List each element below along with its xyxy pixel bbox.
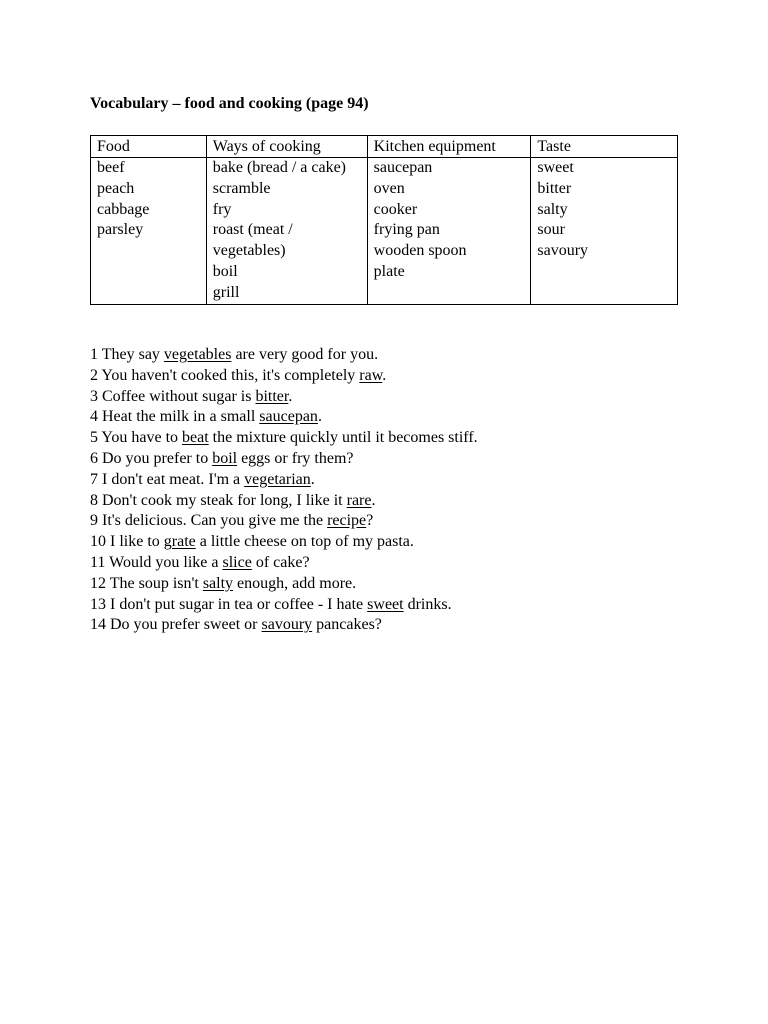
sentence-number: 4 <box>90 408 98 426</box>
taste-item: bitter <box>537 179 572 197</box>
sentence-item <box>90 595 478 616</box>
kitchen-equipment-cell <box>367 158 531 305</box>
sentence-text: They say <box>101 346 164 363</box>
food-cell <box>91 158 207 305</box>
sentence-text: Heat the milk in a small <box>102 408 260 426</box>
sentence-text: Don't cook my steak for long, I like it <box>102 491 347 509</box>
cooking-item: vegetables) <box>212 242 286 260</box>
equipment-item: cooker <box>373 200 418 218</box>
sentence-text: ? <box>366 512 374 530</box>
sentence-text: . <box>317 408 322 426</box>
answer-word: vegetables <box>163 346 232 363</box>
sentence-number: 12 <box>90 574 106 592</box>
sentence-text: are very good for you. <box>231 346 379 363</box>
cooking-item: scramble <box>212 179 271 197</box>
taste-item: sweet <box>537 159 574 176</box>
sentence-item <box>90 491 478 512</box>
sentence-text: The soup isn't <box>109 574 203 592</box>
cooking-item: roast (meat / <box>212 221 293 239</box>
taste-cell <box>531 158 678 305</box>
answer-word: savoury <box>261 616 313 634</box>
taste-item: savoury <box>537 242 589 260</box>
sentence-number: 1 <box>90 346 98 363</box>
cooking-item: bake (bread / a cake) <box>212 159 346 176</box>
header-taste: Taste <box>531 136 678 158</box>
sentence-number: 3 <box>90 387 98 405</box>
page-title: Vocabulary – food and cooking (page 94) <box>90 95 369 112</box>
sentence-text: Coffee without sugar is <box>102 387 256 405</box>
sentence-text: You have to <box>101 429 183 447</box>
answer-word: vegetarian <box>244 470 311 488</box>
answer-word: grate <box>163 533 196 551</box>
sentence-item <box>90 553 478 574</box>
sentence-text: I don't eat meat. I'm a <box>102 470 245 488</box>
answer-word: sweet <box>367 595 404 613</box>
answer-word: boil <box>212 449 238 467</box>
sentence-item <box>90 407 478 428</box>
sentence-item <box>90 574 478 595</box>
sentence-text: enough, add more. <box>233 574 357 592</box>
sentence-item <box>90 366 478 387</box>
header-kitchen-equipment: Kitchen equipment <box>367 136 531 158</box>
sentence-number: 13 <box>90 595 106 613</box>
cooking-item: fry <box>212 200 232 218</box>
sentence-text: . <box>288 387 293 405</box>
sentence-number: 10 <box>90 533 106 551</box>
sentence-number: 2 <box>90 366 98 384</box>
sentence-text: pancakes? <box>312 616 382 634</box>
sentence-text: It's delicious. Can you give me the <box>102 512 328 530</box>
sentence-item <box>90 615 478 636</box>
sentence-number: 5 <box>90 429 98 447</box>
equipment-item: plate <box>373 262 405 280</box>
sentence-item <box>90 511 478 532</box>
ways-of-cooking-cell <box>206 158 367 305</box>
sentence-number: 6 <box>90 449 98 467</box>
sentence-text: drinks. <box>403 595 452 613</box>
answer-word: saucepan <box>259 408 318 426</box>
equipment-item: oven <box>373 179 405 197</box>
sentence-text: a little cheese on top of my pasta. <box>195 533 414 551</box>
sentence-text: . <box>310 470 315 488</box>
equipment-item: frying pan <box>373 221 440 239</box>
header-food: Food <box>91 136 207 158</box>
sentence-text: I like to <box>110 533 164 551</box>
table-row <box>91 158 678 305</box>
sentence-text: Do you prefer sweet or <box>110 616 262 634</box>
sentence-text: eggs or fry them? <box>237 449 354 467</box>
sentence-text: of cake? <box>251 553 310 571</box>
answer-word: raw <box>359 366 383 384</box>
sentence-text: I don't put sugar in tea or coffee - I hate <box>110 595 368 613</box>
answer-word: slice <box>222 553 252 571</box>
sentence-text: You haven't cooked this, it's completely <box>101 366 360 384</box>
answer-word: bitter <box>255 387 289 405</box>
answer-word: beat <box>182 429 209 447</box>
food-item: parsley <box>97 221 144 239</box>
taste-item: salty <box>537 200 568 218</box>
sentence-item <box>90 449 478 470</box>
vocabulary-table <box>90 135 678 305</box>
sentence-number: 9 <box>90 512 98 530</box>
sentence-text: . <box>382 366 387 384</box>
header-ways-of-cooking: Ways of cooking <box>206 136 367 158</box>
sentence-text: . <box>371 491 376 509</box>
answer-word: salty <box>202 574 234 592</box>
food-item: cabbage <box>97 200 150 218</box>
sentence-number: 7 <box>90 470 98 488</box>
sentence-number: 14 <box>90 616 106 634</box>
sentence-number: 11 <box>90 553 106 571</box>
taste-item: sour <box>537 221 565 239</box>
sentence-number: 8 <box>90 491 98 509</box>
food-item: peach <box>97 179 135 197</box>
sentence-text: Would you like a <box>109 553 223 571</box>
sentence-item <box>90 428 478 449</box>
sentence-item <box>90 345 478 366</box>
equipment-item: saucepan <box>373 159 433 176</box>
sentence-list <box>90 345 478 636</box>
sentence-item <box>90 532 478 553</box>
answer-word: recipe <box>327 512 367 530</box>
sentence-item <box>90 387 478 408</box>
cooking-item: boil <box>212 262 238 280</box>
table-header-row <box>91 136 678 158</box>
sentence-item <box>90 470 478 491</box>
sentence-text: the mixture quickly until it becomes stiff. <box>208 429 478 447</box>
food-item: beef <box>97 159 125 176</box>
sentence-text: Do you prefer to <box>102 449 213 467</box>
cooking-item: grill <box>212 283 240 301</box>
answer-word: rare <box>346 491 372 509</box>
equipment-item: wooden spoon <box>373 242 467 260</box>
